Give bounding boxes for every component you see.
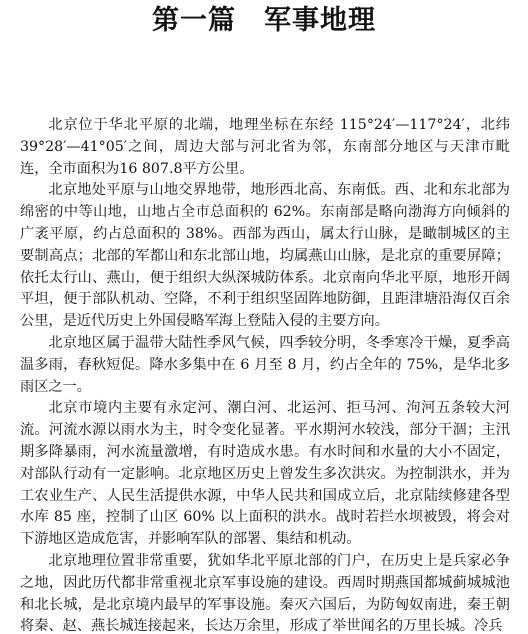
chapter-title: 第一篇 军事地理	[152, 5, 376, 36]
paragraph-climate: 北京地区属于温带大陆性季风气候，四季较分明，冬季寒冷干燥，夏季高温多雨，春秋短促。降水多集中在 6 月至 8 月，约占全年的 75%，是华北多雨区之一。	[20, 334, 510, 395]
paragraph-terrain: 北京地处平原与山地交界地带，地形西北高、东南低。西、北和东北部为绵密的中等山地，山地占全市总面积的 62%。东南部是略向渤海方向倾斜的广袤平原，约占总面积的 38%。西部为西山，属太行山脉，是瞰制城区的主要制高点；北部的军都山和东北部山地，均属燕山山脉，是北京的重要屏障；依托太行山、燕山，便于组织大纵深城防体系。北京南向华北平原，地形开阔平坦，便于部队机动、空降，不利于组织坚固阵地防御，且距津塘沿海仅百余公里，是近代历史上外国侵略军海上登陆入侵的主要方向。	[20, 182, 510, 330]
paragraph-location: 北京位于华北平原的北端，地理坐标在东经 115°24′—117°24′，北纬 39°28′—41°05′之间，周边大部与河北省为邻，东南部分地区与天津市毗连，全市面积为16 807.8平方公里。	[20, 117, 510, 177]
paragraph-history: 北京地理位置非常重要，犹如华北平原北部的门户，在历史上是兵家必争之地，因此历代都非常重视北京军事设施的建设。西周时期燕国都城蓟城城池和北长城，是北京境内最早的军事设施。秦灭六国后，为防匈奴南进，秦王朝将秦、赵、燕长城连接起来，长达万余里，形成了举世闻名的万里长城。冷兵	[20, 552, 510, 634]
paragraph-rivers: 北京市境内主要有永定河、潮白河、北运河、拒马河、泃河五条较大河流。河流水源以雨水为主，时令变化显著。平水期河水较浅，部分干涸；主汛期多降暴雨，河水流量激增，有时造成水患。有水时间和水量的大小不固定，对部队行动有一定影响。北京地区历史上曾发生多次洪灾。为控制洪水，并为工农业生产、人民生活提供水源，中华人民共和国成立后，北京陆续修建各型水库 85 座，控制了山区 60% 以上面积的洪水。战时若拦水坝被毁，将会对下游地区造成危害，并影响军队的部署、集结和机动。	[20, 400, 510, 548]
body-text	[20, 115, 510, 634]
